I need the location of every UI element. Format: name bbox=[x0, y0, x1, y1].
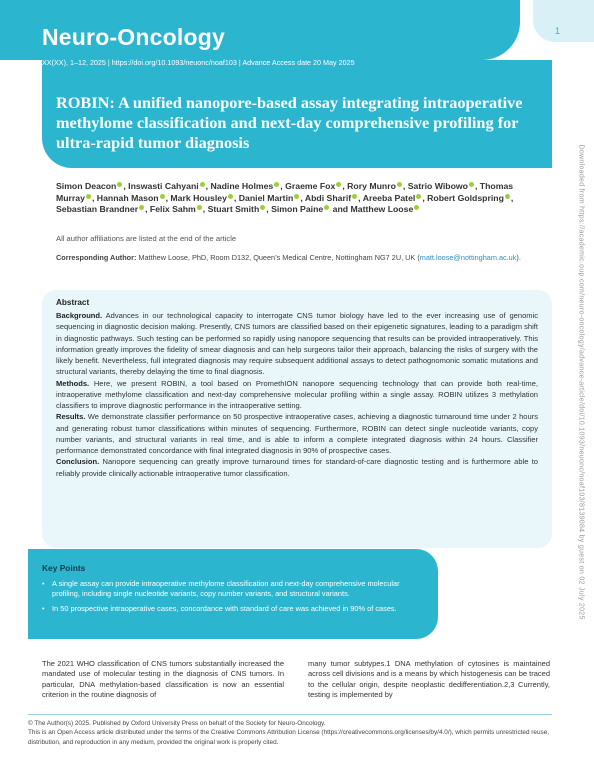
orcid-icon[interactable] bbox=[505, 194, 510, 199]
author-name: Areeba Patel bbox=[362, 192, 416, 203]
orcid-icon[interactable] bbox=[86, 194, 91, 199]
orcid-icon[interactable] bbox=[228, 194, 233, 199]
key-points-heading: Key Points bbox=[42, 563, 86, 573]
author-name: Daniel Martin bbox=[238, 192, 294, 203]
background-text: Advances in our technological capacity to interrogate CNS tumor biology have led to the ever increasing use of genomic sequencing in diagnostic decision making. Presently, CNS tumors are classified based on their epigenetic signatures, leading to a paradigm shift in diagnostic pathways. Such testing can be performed so rapidly using nanopore sequencing that results can be provided intraoperatively. This information greatly improves the fidelity of smear diagnosis and can help surgeons tailor their approach, balancing the risks of surgery with the likely benefit. Nevertheless, full integrated diagnosis may require subsequent additional assays to detect pathognomonic somatic mutations and structural variants, thereby delaying the time to final diagnosis. bbox=[56, 311, 538, 377]
author-name: Matthew Loose bbox=[350, 204, 414, 215]
orcid-icon[interactable] bbox=[139, 205, 144, 210]
body-column-right: many tumor subtypes.1 DNA methylation of cytosines is maintained across cell divisions and is a means by which histogenesis can be traced to the cellular origin, despite neoplastic dedifferentiation.2,3 Currently, testing is implemented by bbox=[308, 659, 550, 699]
page-number: 1 bbox=[555, 26, 561, 36]
abstract-methods bbox=[56, 378, 538, 412]
orcid-icon[interactable] bbox=[197, 205, 202, 210]
abstract-body bbox=[56, 310, 538, 479]
orcid-icon[interactable] bbox=[160, 194, 165, 199]
orcid-icon[interactable] bbox=[260, 205, 265, 210]
orcid-icon[interactable] bbox=[294, 194, 299, 199]
author-name: Felix Sahm bbox=[149, 204, 196, 215]
author-name: Simon Paine bbox=[271, 204, 324, 215]
corresponding-close: ). bbox=[516, 253, 521, 262]
key-point-item: • In 50 prospective intraoperative cases, concordance with standard of care was achieved in 90% of cases. bbox=[42, 604, 422, 614]
orcid-icon[interactable] bbox=[414, 205, 419, 210]
key-point-item: • A single assay can provide intraoperative methylome classification and next-day comprehensive molecular profiling, including single nucleotide variants, copy number variants, and structural variants. bbox=[42, 579, 422, 599]
author-name: Simon Deacon bbox=[56, 181, 117, 191]
paper-title: ROBIN: A unified nanopore-based assay integrating intraoperative methylome classification and next-day comprehensive profiling for ultra-rapid tumor diagnosis bbox=[56, 93, 523, 152]
results-text: We demonstrate classifier performance on 50 prospective intraoperative cases, achieving a diagnostic turnaround time under 2 hours and generating robust tumor classifications within minutes of sequencing. Furthermore, ROBIN can detect single nucleotide variants, copy number variants, and structural variants in real time, and is able to inform a complete integrated diagnosis within 24 hours. Classifier performance demonstrated concordance with final integrated diagnosis in 90% of prospective cases. bbox=[56, 412, 538, 455]
methods-label: Methods. bbox=[56, 378, 90, 388]
page-tab bbox=[533, 0, 594, 42]
orcid-icon[interactable] bbox=[200, 182, 205, 187]
orcid-icon[interactable] bbox=[397, 182, 402, 187]
author-list: Simon Deacon , Inswasti Cahyani , Nadine Holmes , Graeme Fox , Rory Munro , Satrio Wibowo , Thomas Murray , Hannah Mason , Mark Housley , Daniel Martin , Abdi Sharif , Areeba Patel , Robert Goldspring , Sebastian Brandner , Felix Sahm , Stuart Smith , Simon Paine and Matthew Loose bbox=[56, 181, 514, 215]
conclusion-label: Conclusion. bbox=[56, 457, 100, 467]
corresponding-author bbox=[56, 253, 526, 264]
key-points-list bbox=[42, 579, 422, 619]
orcid-icon[interactable] bbox=[336, 182, 341, 187]
abstract-results bbox=[56, 411, 538, 456]
license-footer bbox=[28, 719, 558, 747]
author-name: Mark Housley bbox=[170, 192, 227, 203]
citation-line[interactable]: XX(XX), 1–12, 2025 | https://doi.org/10.1093/neuonc/noaf103 | Advance Access date 20 May 2025 bbox=[42, 58, 355, 67]
methods-text: Here, we present ROBIN, a tool based on PromethION nanopore sequencing technology that can provide both real-time, intraoperative methylome classification and next-day comprehensive molecular profiling within a single assay. ROBIN utilizes 3 methylation classifiers to improve diagnostic performance in the intraoperative setting. bbox=[56, 378, 538, 410]
journal-title: Neuro-Oncology bbox=[42, 24, 225, 50]
author-name: Satrio Wibowo bbox=[407, 181, 468, 191]
abstract-heading: Abstract bbox=[56, 298, 90, 307]
download-note bbox=[574, 140, 584, 640]
footer-divider bbox=[28, 714, 552, 715]
author-name: Inswasti Cahyani bbox=[128, 181, 199, 191]
orcid-icon[interactable] bbox=[274, 182, 279, 187]
results-label: Results. bbox=[56, 412, 86, 422]
orcid-icon[interactable] bbox=[352, 194, 357, 199]
corresponding-label: Corresponding Author: bbox=[56, 253, 137, 262]
orcid-icon[interactable] bbox=[117, 182, 122, 187]
license-line: This is an Open Access article distributed under the terms of the Creative Commons Attribution License (https://creativecommons.org/licenses/by/4.0/), which permits unrestricted reuse, distribution, and reproduction in any medium, provided the original work is properly cited. bbox=[28, 729, 550, 746]
affiliations-note: All author affiliations are listed at the end of the article bbox=[56, 234, 237, 243]
author-name: Rory Munro bbox=[347, 181, 396, 191]
background-label: Background. bbox=[56, 311, 103, 320]
author-name: and bbox=[332, 204, 349, 215]
author-name: Graeme Fox bbox=[285, 181, 336, 191]
author-name: Robert Goldspring bbox=[427, 192, 504, 203]
abstract-conclusion bbox=[56, 456, 538, 479]
conclusion-text: Nanopore sequencing can greatly improve turnaround times for standard-of-care diagnostic testing and is furthermore able to reliably provide clinically actionable intraoperative tumor classification. bbox=[56, 457, 538, 478]
author-name: Stuart Smith bbox=[207, 204, 260, 215]
orcid-icon[interactable] bbox=[469, 182, 474, 187]
orcid-icon[interactable] bbox=[324, 205, 329, 210]
author-name: Hannah Mason bbox=[96, 192, 159, 203]
author-name: Nadine Holmes bbox=[210, 181, 274, 191]
corresponding-text: Matthew Loose, PhD, Room D132, Queen’s Medical Centre, Nottingham NG7 2U, UK ( bbox=[136, 253, 420, 262]
download-note-text: Downloaded from https://academic.oup.com/neuro-oncology/advance-article/doi/10.1093/neuonc/noaf103/8139084 by guest on 02 July 2025 bbox=[577, 144, 585, 620]
author-name: Thomas Murray bbox=[56, 181, 514, 203]
copyright-line: © The Author(s) 2025. Published by Oxford University Press on behalf of the Society for Neuro-Oncology. bbox=[28, 720, 326, 727]
orcid-icon[interactable] bbox=[416, 194, 421, 199]
author-name: Sebastian Brandner bbox=[56, 204, 139, 215]
body-column-left: The 2021 WHO classification of CNS tumors substantially increased the mandated use of molecular testing in the diagnosis of CNS tumors. In particular, DNA methylation-based classification is now an essential criterion in the routine diagnosis of bbox=[42, 659, 284, 699]
abstract-background bbox=[56, 310, 538, 378]
email-link[interactable]: matt.loose@nottingham.ac.uk bbox=[419, 253, 517, 262]
author-name: Abdi Sharif bbox=[304, 192, 352, 203]
